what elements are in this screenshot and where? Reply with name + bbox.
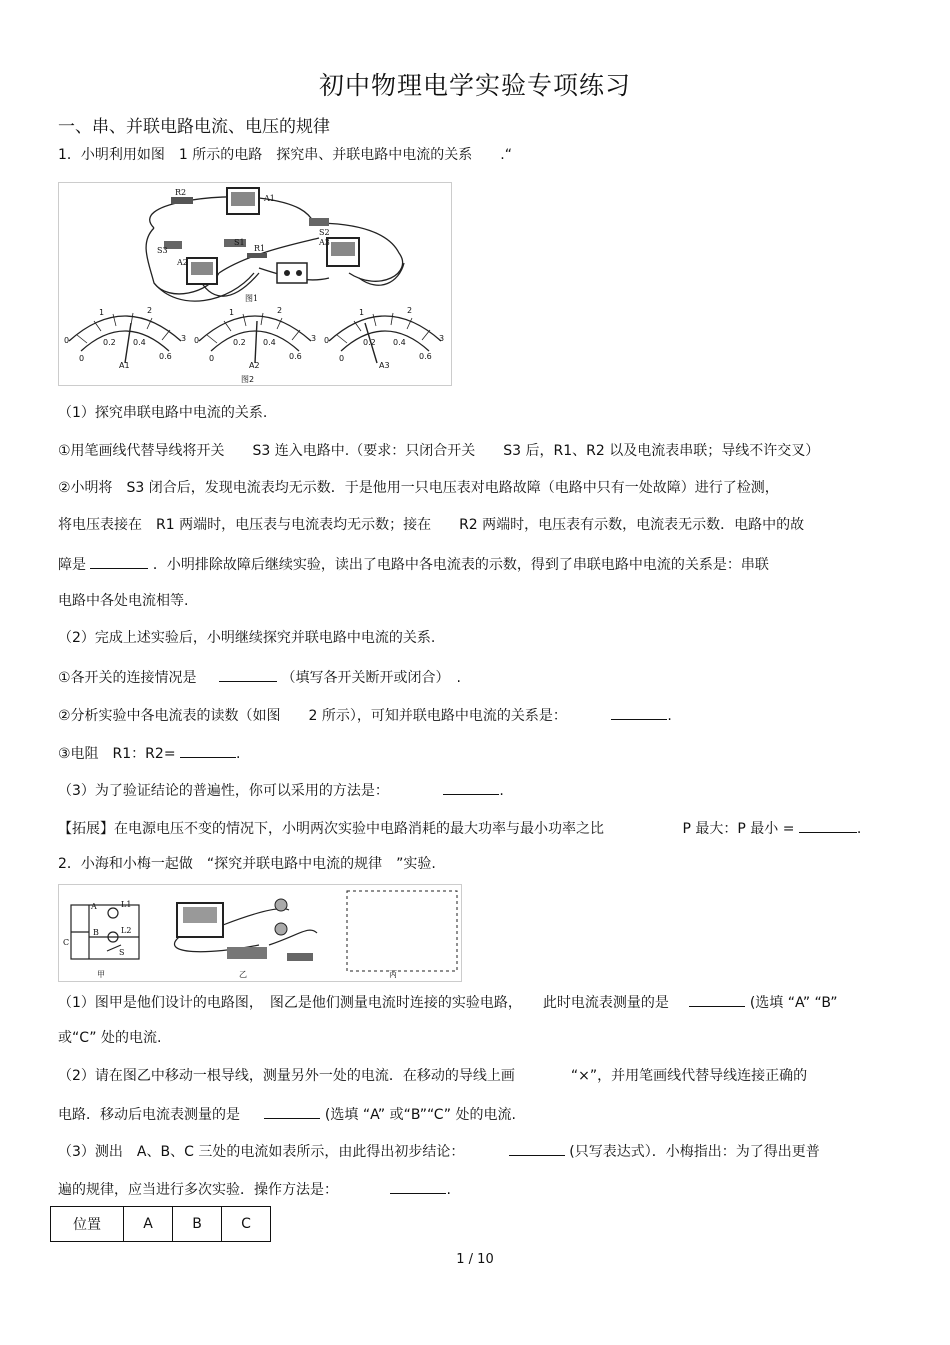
figure-2-caption: 图2 [241,375,255,384]
q1-fault-text-2: ．小明排除故障后继续实验，读出了电路中各电流表的示数，得到了串联电路中电流的关系是：串联 [152,557,769,573]
answer-blank-expression[interactable] [509,1141,565,1156]
blank-drawing-box[interactable] [347,891,457,971]
answer-blank-fault[interactable] [90,554,148,569]
meter-dial-A3 [324,306,444,370]
q2-part3 [58,1141,820,1161]
q2-part1-text: （1）图甲是他们设计的电路图， 图乙是他们测量电流时连接的实验电路， 此时电流表测量的是 [58,995,669,1011]
q2-part2: （2）请在图乙中移动一根导线，测量另外一处的电流．在移动的导线上画 “×”，并用笔画线代替导线连接正确的 [58,1068,808,1084]
resistor-R2 [171,197,193,204]
tick-top-0: 0 [324,336,330,345]
label-R2: R2 [175,188,187,197]
section-heading: 一、串、并联电路电流、电压的规律 [58,117,330,137]
q2-part3-hint: (只写表达式）．小梅指出：为了得出更普 [569,1144,820,1160]
tick-top-1: 1 [229,308,235,317]
tick-bottom-0: 0 [339,354,345,363]
bulb-L2-icon [275,923,287,935]
q1-part2-b: ②分析实验中各电流表的读数（如图 2 所示），可知并联电路中电流的关系是： . [58,705,672,725]
meter-label-A1: A1 [119,361,130,370]
meter-dial-A1 [64,306,186,370]
battery-box [277,263,307,283]
q2-part3-cont [58,1179,451,1199]
table-header-C: C [222,1207,271,1242]
q1-fault-text: 障是 [58,557,86,573]
q1-method-text: （3）为了验证结论的普遍性，你可以采用的方法是： [58,783,389,799]
circuit-diagram [59,183,451,385]
label-A: A [91,902,97,911]
tick-bottom-2: 0.4 [133,338,146,347]
label-S: S [119,948,125,957]
table-header-position: 位置 [51,1207,124,1242]
caption-bing: 丙 [389,970,397,979]
q1-extension: 【拓展】在电源电压不变的情况下，小明两次实验中电路消耗的最大功率与最小功率之比 P 最大：P 最小 = . [58,818,861,838]
needle-A1 [125,323,131,363]
answer-blank-ratio[interactable] [180,743,236,758]
q1-switch-text: ①各开关的连接情况是 [58,670,197,686]
q1-conclusion: 电路中各处电流相等. [58,593,189,609]
label-A2: A2 [177,258,188,267]
q1-part2-c: ③电阻 R1：R2= . [58,743,240,763]
tick-bottom-1: 0.2 [233,338,246,347]
tick-bottom-2: 0.4 [263,338,276,347]
tick-top-0: 0 [64,336,70,345]
answer-blank-method[interactable] [443,780,499,795]
q2-part1-cont: 或“C” 处的电流. [58,1030,162,1046]
q1-part1: （1）探究串联电路中电流的关系. [58,405,268,421]
tick-bottom-2: 0.4 [393,338,406,347]
answer-blank-parallel[interactable] [611,705,667,720]
bulb-L1-icon [275,899,287,911]
tick-top-2: 2 [407,306,413,315]
label-S3: S3 [157,246,168,255]
label-B: B [93,928,99,937]
q1-extension-text: 【拓展】在电源电压不变的情况下，小明两次实验中电路消耗的最大功率与最小功率之比 [58,821,604,837]
caption-jia: 甲 [97,970,105,979]
tick-top-1: 1 [359,308,365,317]
figure-circuit-and-meters [58,182,452,386]
q2-operation-text: 遍的规律，应当进行多次实验．操作方法是： [58,1182,338,1198]
tick-bottom-3: 0.6 [159,352,172,361]
table-header-B: B [173,1207,222,1242]
page-number: 1 / 10 [456,1252,494,1267]
meter-label-A3: A3 [379,361,390,370]
table-row [51,1207,271,1242]
question-1-stem: 1．小明利用如图 1 所示的电路 探究串、并联电路中电流的关系 .“ [58,147,512,163]
label-L1: L1 [121,900,132,909]
answer-blank-moved[interactable] [264,1104,320,1119]
q1-power-ratio-label: P 最大：P 最小 = [682,821,795,837]
tick-top-2: 2 [147,306,153,315]
q1-part1-a: ①用笔画线代替导线将开关 S3 连入电路中.（要求：只闭合开关 S3 后，R1、R2 以及电流表串联；导线不许交叉） [58,443,820,459]
label-S2: S2 [319,228,330,237]
tick-top-3: 3 [181,334,187,343]
tick-top-2: 2 [277,306,283,315]
tick-top-3: 3 [311,334,317,343]
parallel-circuit-diagram [59,885,461,981]
table-header-A: A [124,1207,173,1242]
tick-bottom-3: 0.6 [419,352,432,361]
q2-part1-hint: (选填 “A” “B” [749,995,838,1011]
q1-part1-b-cont: 将电压表接在 R1 两端时，电压表与电流表均无示数；接在 R2 两端时，电压表有示数，电流表无示数．电路中的故 [58,517,805,533]
tick-top-1: 1 [99,308,105,317]
q1-part1-b: ②小明将 S3 闭合后，发现电流表均无示数．于是他用一只电压表对电路故障（电路中只有一处故障）进行了检测， [58,480,779,496]
q1-switch-hint: （填写各开关断开或闭合） . [281,670,461,686]
q2-part2-text: 电路．移动后电流表测量的是 [58,1107,240,1123]
label-S1: S1 [234,238,245,247]
q2-operation-end: . [446,1182,451,1198]
switch-icon [287,953,313,961]
label-L2: L2 [121,926,132,935]
current-data-table [50,1206,271,1242]
answer-blank-switch[interactable] [219,667,277,682]
q2-part3-text: （3）测出 A、B、C 三处的电流如表所示，由此得出初步结论： [58,1144,465,1160]
page-title: 初中物理电学实验专项练习 [318,71,631,100]
label-A3: A3 [319,238,330,247]
tick-bottom-0: 0 [209,354,215,363]
q1-part3: （3）为了验证结论的普遍性，你可以采用的方法是： . [58,780,504,800]
meter-dial-A2 [194,306,316,370]
q2-part2-cont [58,1104,516,1124]
tick-bottom-0: 0 [79,354,85,363]
tick-top-0: 0 [194,336,200,345]
figure-1-caption: 图1 [245,294,259,303]
caption-yi: 乙 [239,970,247,979]
resistor-R1 [247,253,267,258]
answer-blank-operation[interactable] [390,1179,446,1194]
q2-part2-hint: (选填 “A” 或“B”“C” 处的电流. [324,1107,516,1123]
q2-part1 [58,992,837,1012]
tick-top-3: 3 [439,334,445,343]
tick-bottom-1: 0.2 [103,338,116,347]
figure-parallel-circuit [58,884,462,982]
q1-part2-a [58,667,461,687]
label-R1: R1 [254,244,266,253]
meter-label-A2: A2 [249,361,260,370]
q1-fault-line [58,554,769,574]
switch-S2 [309,218,329,226]
question-2-stem: 2．小海和小梅一起做 “探究并联电路中电流的规律 ”实验. [58,856,436,872]
q1-part2: （2）完成上述实验后，小明继续探究并联电路中电流的关系. [58,630,436,646]
answer-blank-power-ratio[interactable] [799,818,857,833]
battery-icon [227,947,267,959]
label-C: C [63,938,70,947]
tick-bottom-3: 0.6 [289,352,302,361]
tick-bottom-1: 0.2 [363,338,376,347]
q1-parallel-text: ②分析实验中各电流表的读数（如图 2 所示），可知并联电路中电流的关系是： [58,708,567,724]
q1-ratio-text: ③电阻 R1：R2= [58,746,176,762]
answer-blank-measured[interactable] [689,992,745,1007]
needle-A2 [255,321,257,363]
label-A1: A1 [264,194,275,203]
